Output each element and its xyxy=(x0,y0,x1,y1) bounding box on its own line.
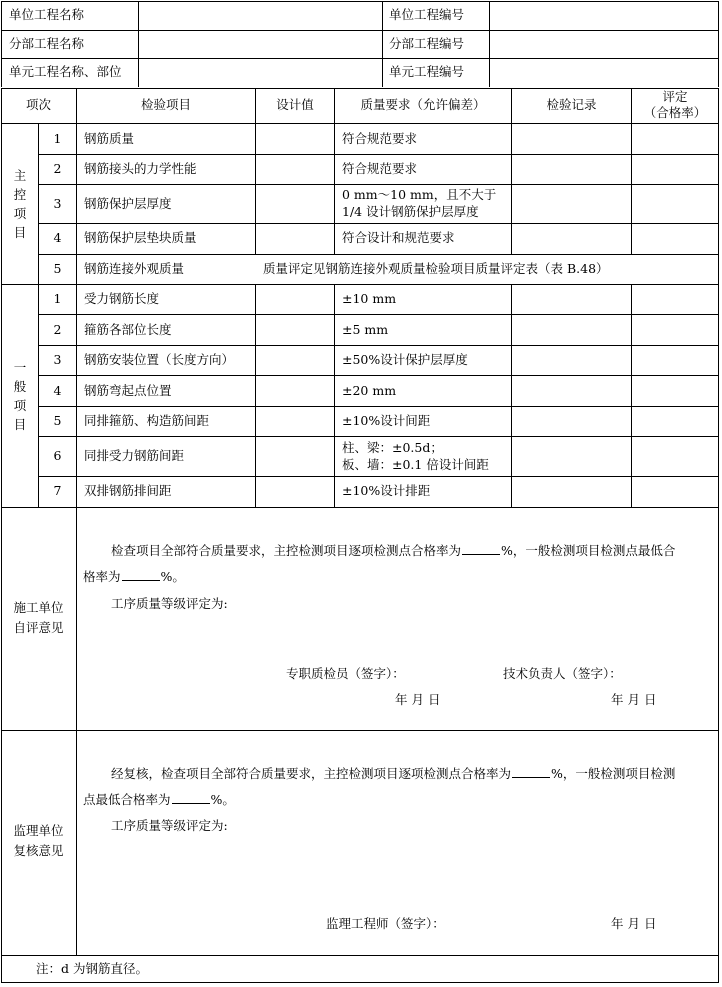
supervisor-statement xyxy=(111,765,675,782)
element-project-name-label: 单元工程名称、部位 xyxy=(9,64,122,79)
general-item-req-line2: 板、墙：±0.1 倍设计间距 xyxy=(342,457,489,472)
contractor-statement-text: 检查项目全部符合质量要求，主控检测项目逐项检测点合格率为 xyxy=(111,543,462,558)
quality-inspector-signature-label: 专职质检员（签字）： xyxy=(286,666,405,681)
contractor-statement-text: %。 xyxy=(160,569,185,584)
main-item-name: 钢筋保护层厚度 xyxy=(84,196,172,211)
general-min-pass-rate-blank[interactable] xyxy=(172,791,210,804)
col-header-inspection-record: 检验记录 xyxy=(546,97,597,112)
main-item-req: 符合设计和规范要求 xyxy=(342,230,455,245)
col-divider xyxy=(382,1,383,87)
general-item-name: 同排箍筋、构造筋间距 xyxy=(84,413,210,428)
unit-project-code-label: 单位工程编号 xyxy=(389,7,465,22)
main-item-name: 钢筋连接外观质量 xyxy=(84,261,185,276)
supervisor-date: 年 月 日 xyxy=(611,916,657,931)
section-divider xyxy=(1,507,719,508)
general-item-req-line1: 柱、梁：±0.5d； xyxy=(342,440,443,455)
col-divider xyxy=(334,284,335,507)
section-divider xyxy=(1,284,719,285)
main-pass-rate-blank[interactable] xyxy=(512,765,550,778)
border-bottom xyxy=(1,982,719,983)
col-header-rating: 评定 xyxy=(662,89,688,104)
division-project-code-label: 分部工程编号 xyxy=(389,36,465,51)
row-divider xyxy=(38,254,719,255)
main-pass-rate-blank[interactable] xyxy=(462,542,500,555)
general-item-req: ±20 mm xyxy=(342,383,397,398)
main-item-req: 符合规范要求 xyxy=(342,131,418,146)
col-divider xyxy=(631,284,632,507)
contractor-date: 年 月 日 xyxy=(611,692,657,707)
general-item-req: ±10%设计排距 xyxy=(342,483,431,498)
general-item-no: 5 xyxy=(53,413,62,428)
tech-lead-signature-label: 技术负责人（签字）： xyxy=(503,666,622,681)
supervisor-statement-text: %。 xyxy=(210,792,235,807)
col-header-rating-sub: （合格率） xyxy=(643,105,707,120)
col-header-check-item: 检验项目 xyxy=(140,97,191,112)
element-project-code-field[interactable] xyxy=(490,59,718,86)
supervisor-grade-label: 工序质量等级评定为: xyxy=(111,818,228,833)
general-item-no: 2 xyxy=(53,322,62,337)
general-item-req: ±10%设计间距 xyxy=(342,413,431,428)
general-item-no: 6 xyxy=(53,448,62,463)
main-item-req-merged: 质量评定见钢筋连接外观质量检验项目质量评定表（表 B.48） xyxy=(263,261,609,276)
border-left xyxy=(1,1,2,87)
contractor-label: 施工单位 xyxy=(13,600,64,615)
row-divider xyxy=(38,375,719,376)
element-project-code-label: 单元工程编号 xyxy=(389,64,465,79)
supervisor-label: 监理单位 xyxy=(13,823,64,838)
main-item-no: 5 xyxy=(53,261,62,276)
contractor-date: 年 月 日 xyxy=(395,692,441,707)
col-header-design-value: 设计值 xyxy=(276,97,314,112)
main-item-no: 2 xyxy=(53,161,62,176)
contractor-statement-text: %，一般检测项目检测点最低合 xyxy=(501,543,676,558)
general-item-name: 同排受力钢筋间距 xyxy=(84,448,185,463)
general-items-label: 一般项目 xyxy=(13,360,27,432)
main-item-name: 钢筋质量 xyxy=(84,131,135,146)
supervising-engineer-signature-label: 监理工程师（签字）： xyxy=(326,916,445,931)
contractor-grade-label: 工序质量等级评定为: xyxy=(111,596,228,611)
element-project-name-field[interactable] xyxy=(139,59,382,86)
col-divider xyxy=(76,88,77,955)
main-item-name: 钢筋保护层垫块质量 xyxy=(84,230,197,245)
general-item-req: ±10 mm xyxy=(342,291,397,306)
footnote: 注：d 为钢筋直径。 xyxy=(36,961,148,976)
division-project-name-label: 分部工程名称 xyxy=(9,36,85,51)
row-divider xyxy=(38,223,719,224)
border-top xyxy=(1,88,719,89)
general-min-pass-rate-blank[interactable] xyxy=(122,568,160,581)
main-item-req: 符合规范要求 xyxy=(342,161,418,176)
section-divider xyxy=(1,955,719,956)
main-item-name: 钢筋接头的力学性能 xyxy=(84,161,197,176)
unit-project-name-label: 单位工程名称 xyxy=(9,7,85,22)
section-divider xyxy=(1,730,719,731)
unit-project-name-field[interactable] xyxy=(139,2,382,29)
general-item-no: 1 xyxy=(53,291,62,306)
row-divider xyxy=(38,154,719,155)
contractor-label-sub: 自评意见 xyxy=(13,620,64,635)
contractor-statement-text: 格率为 xyxy=(83,569,121,584)
row-divider xyxy=(38,345,719,346)
supervisor-statement-text: 经复核，检查项目全部符合质量要求，主控检测项目逐项检测点合格率为 xyxy=(111,766,512,781)
row-divider xyxy=(38,476,719,477)
inspection-table xyxy=(1,88,719,983)
header-block xyxy=(1,1,719,87)
main-item-req-line2: 1/4 设计钢筋保护层厚度 xyxy=(342,204,479,219)
row-divider xyxy=(38,406,719,407)
supervisor-label-sub: 复核意见 xyxy=(13,843,64,858)
contractor-statement-cont xyxy=(83,568,185,585)
col-divider xyxy=(511,284,512,507)
col-header-item-no: 项次 xyxy=(25,97,51,112)
border-right xyxy=(718,1,719,87)
division-project-name-field[interactable] xyxy=(139,31,382,58)
supervisor-statement-text: %，一般检测项目检测 xyxy=(551,766,676,781)
supervisor-statement-text: 点最低合格率为 xyxy=(83,792,171,807)
row-divider xyxy=(38,314,719,315)
main-item-req-line1: 0 mm～10 mm，且不大于 xyxy=(342,187,497,202)
row-divider xyxy=(38,436,719,437)
division-project-code-field[interactable] xyxy=(490,31,718,58)
main-control-label: 主控项目 xyxy=(13,168,27,240)
col-divider xyxy=(255,284,256,507)
contractor-statement xyxy=(111,542,675,559)
supervisor-statement-cont xyxy=(83,791,235,808)
col-header-quality-req: 质量要求（允许偏差） xyxy=(360,97,486,112)
main-item-no: 4 xyxy=(53,230,62,245)
general-item-name: 双排钢筋排间距 xyxy=(84,483,172,498)
main-item-no: 3 xyxy=(53,196,62,211)
general-item-name: 箍筋各部位长度 xyxy=(84,322,172,337)
row-divider xyxy=(38,184,719,185)
general-item-no: 3 xyxy=(53,352,62,367)
general-item-name: 钢筋安装位置（长度方向） xyxy=(84,352,235,367)
unit-project-code-field[interactable] xyxy=(490,2,718,29)
general-item-req: ±50%设计保护层厚度 xyxy=(342,352,468,367)
row-divider xyxy=(1,123,719,124)
general-item-name: 钢筋弯起点位置 xyxy=(84,383,172,398)
general-item-req: ±5 mm xyxy=(342,322,389,337)
general-item-no: 7 xyxy=(53,483,62,498)
general-item-no: 4 xyxy=(53,383,62,398)
main-item-no: 1 xyxy=(53,131,62,146)
general-item-name: 受力钢筋长度 xyxy=(84,291,160,306)
